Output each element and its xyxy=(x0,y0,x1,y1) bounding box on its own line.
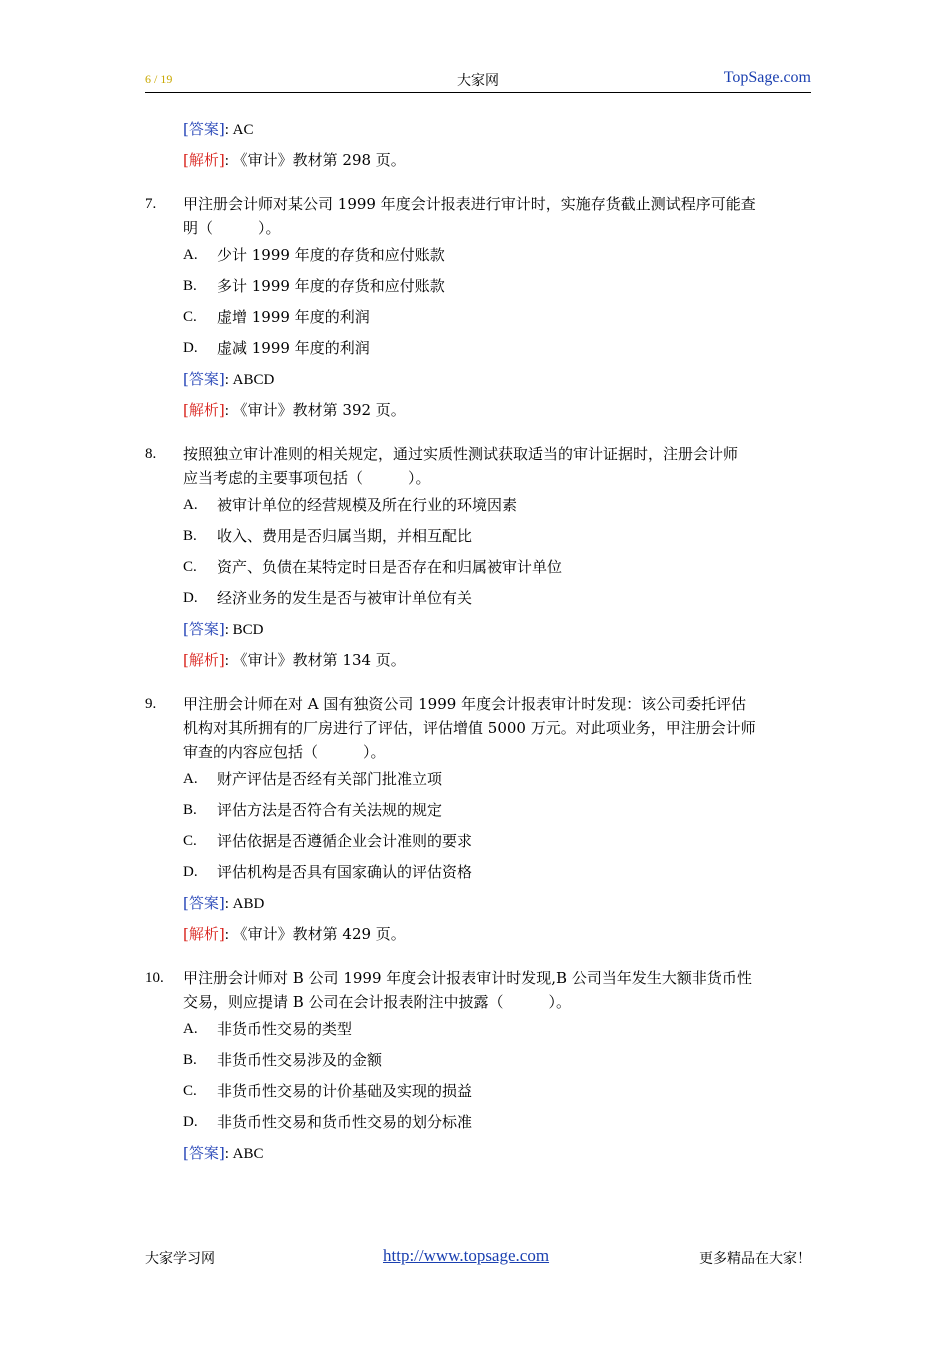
option-d xyxy=(145,583,811,614)
answer-line: [答案]: BCD xyxy=(183,620,264,638)
option-letter: B. xyxy=(183,802,197,818)
explain-tag: [解析] xyxy=(183,925,225,943)
question-text-line: 甲注册会计师在对 A 国有独资公司 1999 年度会计报表审计时发现：该公司委托评估 xyxy=(183,695,747,713)
option-letter: D. xyxy=(183,590,198,606)
option-letter: C. xyxy=(183,309,197,325)
option-letter: D. xyxy=(183,1114,198,1130)
question-text-line: 按照独立审计准则的相关规定，通过实质性测试获取适当的审计证据时，注册会计师 xyxy=(183,445,739,463)
question-text xyxy=(183,966,811,1014)
explain-tag: [解析] xyxy=(183,151,225,169)
answer-line: [答案]: ABC xyxy=(183,1144,264,1162)
option-a xyxy=(145,764,811,795)
page-number: 6 / 19 xyxy=(145,72,173,86)
option-text: 资产、负债在某特定时日是否存在和归属被审计单位 xyxy=(217,558,563,576)
question-text-line: 交易，则应提请 B 公司在会计报表附注中披露（ ）。 xyxy=(183,993,572,1011)
question-text xyxy=(183,192,811,240)
question-10 xyxy=(145,966,811,1014)
answer-value: ABC xyxy=(232,1146,264,1162)
option-letter: D. xyxy=(183,864,198,880)
option-c xyxy=(145,826,811,857)
option-c xyxy=(145,1076,811,1107)
explain-tag: [解析] xyxy=(183,401,225,419)
option-letter: A. xyxy=(183,1021,198,1037)
option-a xyxy=(145,240,811,271)
option-text: 非货币性交易的计价基础及实现的损益 xyxy=(217,1082,473,1100)
question-text-line: 机构对其所拥有的厂房进行了评估，评估增值 5000 万元。对此项业务，甲注册会计师 xyxy=(183,719,756,737)
option-text: 评估依据是否遵循企业会计准则的要求 xyxy=(217,832,473,850)
question-text-line: 应当考虑的主要事项包括（ ）。 xyxy=(183,469,431,487)
option-b xyxy=(145,521,811,552)
option-text: 虚减 1999 年度的利润 xyxy=(217,339,370,357)
explain-line: [解析]: 《审计》教材第 134 页。 xyxy=(183,651,406,669)
option-b xyxy=(145,271,811,302)
option-letter: A. xyxy=(183,771,198,787)
option-letter: A. xyxy=(183,247,198,263)
header-brand-link[interactable]: TopSage.com xyxy=(723,69,811,86)
answer-line: [答案]: ABCD xyxy=(183,370,275,388)
option-b xyxy=(145,795,811,826)
option-text: 财产评估是否经有关部门批准立项 xyxy=(217,770,443,788)
explain-tag: [解析] xyxy=(183,651,225,669)
option-text: 虚增 1999 年度的利润 xyxy=(217,308,370,326)
option-letter: D. xyxy=(183,340,198,356)
answer-tag: [答案] xyxy=(183,120,225,138)
page-header xyxy=(145,68,811,93)
question-text-line: 甲注册会计师对某公司 1999 年度会计报表进行审计时，实施存货截止测试程序可能查 xyxy=(183,195,756,213)
option-d xyxy=(145,1107,811,1138)
option-text: 经济业务的发生是否与被审计单位有关 xyxy=(217,589,473,607)
answer-line: [答案]: ABD xyxy=(183,894,265,912)
option-a xyxy=(145,1014,811,1045)
question-number: 7. xyxy=(145,196,157,212)
footer-slogan: 更多精品在大家！ xyxy=(699,1251,811,1267)
option-d xyxy=(145,333,811,364)
option-letter: C. xyxy=(183,833,197,849)
answer-value: ABD xyxy=(232,896,265,912)
option-d xyxy=(145,857,811,888)
explain-value: 《审计》教材第 429 页。 xyxy=(232,925,406,943)
question-8 xyxy=(145,442,811,490)
explain-line: [解析]: 《审计》教材第 429 页。 xyxy=(183,925,406,943)
option-text: 评估机构是否具有国家确认的评估资格 xyxy=(217,863,473,881)
answer-tag: [答案] xyxy=(183,370,225,388)
question-9 xyxy=(145,692,811,764)
option-text: 收入、费用是否归属当期，并相互配比 xyxy=(217,527,473,545)
question-text xyxy=(183,442,811,490)
answer-value: BCD xyxy=(232,622,264,638)
question-7 xyxy=(145,192,811,240)
footer-link[interactable]: http://www.topsage.com xyxy=(383,1246,550,1265)
option-letter: B. xyxy=(183,278,197,294)
option-a xyxy=(145,490,811,521)
page-footer xyxy=(145,1248,811,1268)
question-number: 10. xyxy=(145,970,164,986)
question-text xyxy=(183,692,811,764)
question-number: 9. xyxy=(145,696,157,712)
answer-value: ABCD xyxy=(232,372,275,388)
intro-explain-line: [解析]: 《审计》教材第 298 页。 xyxy=(183,151,406,169)
option-text: 非货币性交易的类型 xyxy=(217,1020,353,1038)
explain-value: 《审计》教材第 298 页。 xyxy=(232,151,406,169)
answer-tag: [答案] xyxy=(183,894,225,912)
option-text: 非货币性交易和货币性交易的划分标准 xyxy=(217,1113,473,1131)
document-body xyxy=(145,114,811,1169)
option-b xyxy=(145,1045,811,1076)
option-c xyxy=(145,552,811,583)
option-letter: B. xyxy=(183,528,197,544)
intro-answer-line: [答案]: AC xyxy=(183,120,254,138)
footer-site-name: 大家学习网 xyxy=(145,1251,215,1267)
option-letter: C. xyxy=(183,1083,197,1099)
option-c xyxy=(145,302,811,333)
question-text-line: 甲注册会计师对 B 公司 1999 年度会计报表审计时发现,B 公司当年发生大额非货币性 xyxy=(183,969,752,987)
option-text: 非货币性交易涉及的金额 xyxy=(217,1051,383,1069)
question-number: 8. xyxy=(145,446,157,462)
option-letter: C. xyxy=(183,559,197,575)
header-site-name: 大家网 xyxy=(457,73,499,89)
option-text: 被审计单位的经营规模及所在行业的环境因素 xyxy=(217,496,518,514)
question-text-line: 审查的内容应包括（ ）。 xyxy=(183,743,386,761)
option-text: 少计 1999 年度的存货和应付账款 xyxy=(217,246,445,264)
answer-tag: [答案] xyxy=(183,1144,225,1162)
option-letter: A. xyxy=(183,497,198,513)
answer-value: AC xyxy=(232,122,254,138)
option-text: 评估方法是否符合有关法规的规定 xyxy=(217,801,443,819)
explain-value: 《审计》教材第 392 页。 xyxy=(232,401,406,419)
option-letter: B. xyxy=(183,1052,197,1068)
explain-line: [解析]: 《审计》教材第 392 页。 xyxy=(183,401,406,419)
option-text: 多计 1999 年度的存货和应付账款 xyxy=(217,277,445,295)
question-text-line: 明（ ）。 xyxy=(183,219,281,237)
explain-value: 《审计》教材第 134 页。 xyxy=(232,651,406,669)
answer-tag: [答案] xyxy=(183,620,225,638)
